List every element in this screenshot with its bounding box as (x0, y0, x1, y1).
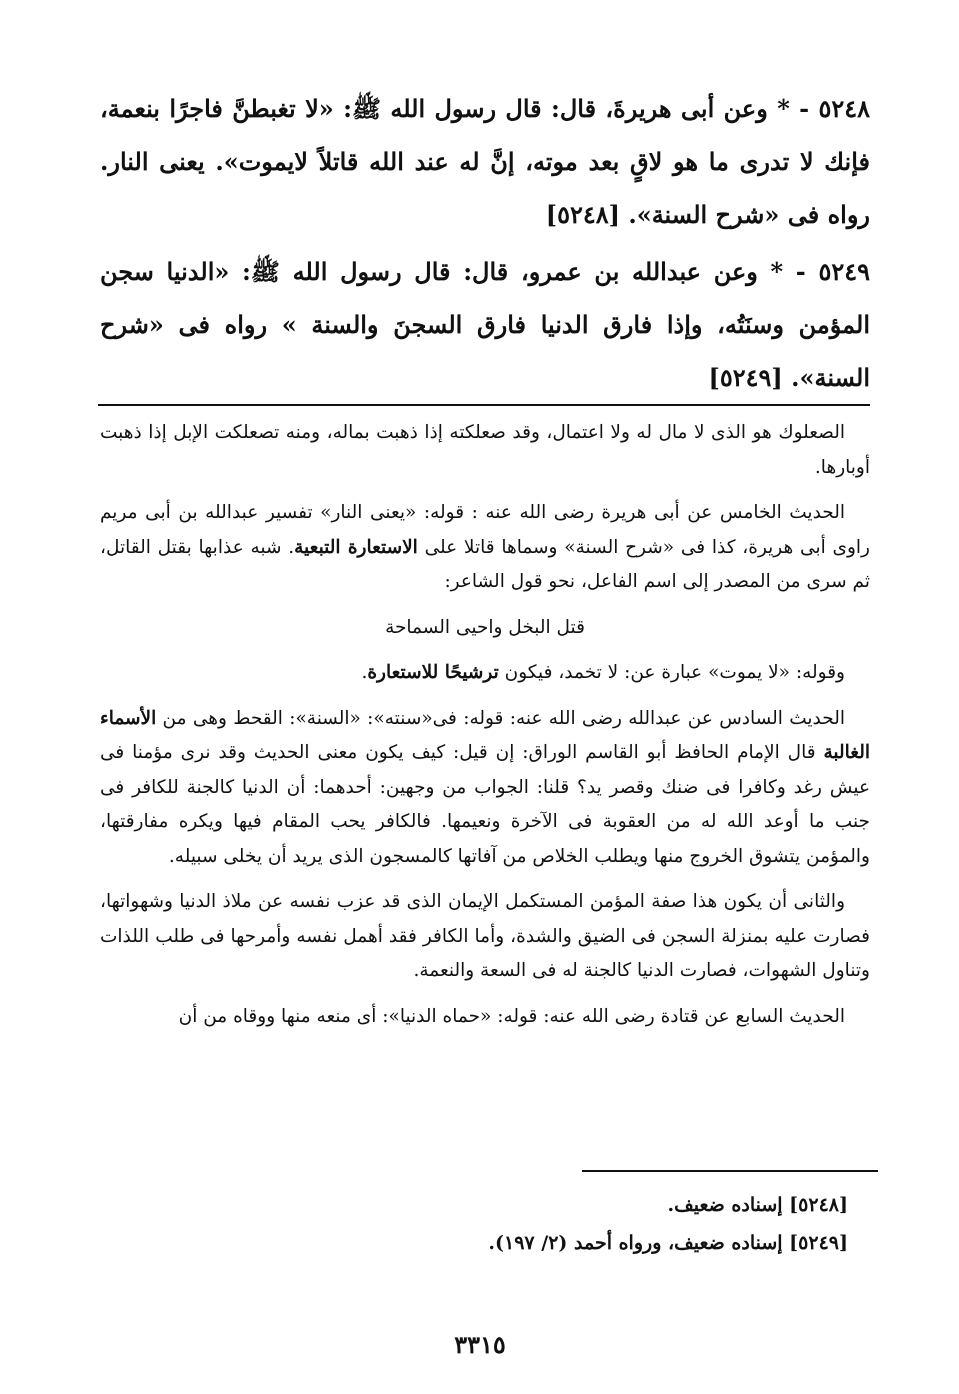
commentary-text: وقوله: «لا يموت» عبارة عن: لا تخمد، فيكون (504, 662, 845, 683)
footnote-divider (582, 1170, 878, 1172)
hadith-5249: ٥٢٤٩ - * وعن عبدالله بن عمرو، قال: قال رسول الله ﷺ: «الدنيا سجن المؤمن وسنَتُه، وإذا فارق الدنيا فارق السجنَ والسنة » رواه فى «شرح السنة». [٥٢٤٩] (100, 257, 871, 392)
commentary-text: الحديث السادس عن عبدالله رضى الله عنه: قوله: فى«سنته»: «السنة»: القحط وهى من (162, 707, 845, 729)
page-number: ٣٣١٥ (454, 1330, 506, 1359)
footnote-5249: [٥٢٤٩] إسناده ضعيف، ورواه أحمد (٢/ ١٩٧). (488, 1232, 848, 1254)
commentary-bold-term: الاستعارة التبعية (294, 536, 418, 558)
commentary-divider (98, 404, 870, 406)
commentary-text: . شبه عذابها بقتل القاتل، ثم سرى من المصدر إلى اسم الفاعل، نحو قول الشاعر: (100, 536, 870, 592)
commentary-text: الحديث الخامس عن أبى هريرة رضى الله عنه : قوله: «يعنى النار» تفسير عبدالله بن أبى مريم راوى أبى هريرة، كذا فى «شرح السنة» وسماها قاتلا على (100, 502, 870, 558)
hadith-5248: ٥٢٤٨ - * وعن أبى هريرةَ، قال: قال رسول الله ﷺ: «لا تغبطنَّ فاجرًا بنعمة، فإنك لا تدرى ما هو لاقٍ بعد موته، إنَّ له عند الله قاتلاً لايموت». يعنى النار. رواه فى «شرح السنة». [٥٢٤٨] (100, 94, 870, 229)
commentary-paragraph-1: الصعلوك هو الذى لا مال له ولا اعتمال، وقد صعلكته إذا ذهبت بماله، ومنه تصعلكت الإبل إذا ذهبت أوبارها. (100, 422, 870, 478)
commentary-text: قال الإمام الحافظ أبو القاسم الوراق: إن قيل: كيف يكون معنى الحديث وقد نرى مؤمنا فى عيش رغد وكافرا فى ضنك وقصر يد؟ قلنا: الجواب من وجهين: أحدهما: أن الدنيا كالجنة للكافر فى جنب ما أوعد الله له من العقوبة فى الآخرة ونعيمها. فالكافر يحب المقام فيها ويكره مفارقتها، والمؤمن يتشوق الخروج منها ويطلب الخلاص من آفاتها كالمسجون الذى يريد أن يخلى سبيله. (100, 742, 870, 867)
poetry-verse: قتل البخل واحيى السماحة (385, 616, 585, 638)
footnote-5248: [٥٢٤٨] إسناده ضعيف. (667, 1194, 848, 1216)
commentary-text: . (361, 662, 368, 683)
commentary-bold-term: ترشيحًا للاستعارة (367, 662, 499, 683)
commentary-paragraph-2 (100, 496, 870, 600)
commentary-paragraph-3 (100, 656, 870, 691)
commentary-paragraph-4 (100, 702, 870, 875)
commentary-bold-term: الأسماء الغالبة (100, 707, 870, 763)
commentary (100, 416, 870, 1045)
commentary-paragraph-6: الحديث السابع عن قتادة رضى الله عنه: قوله: «حماه الدنيا»: أى منعه منها ووقاه من أن (178, 1005, 845, 1027)
commentary-paragraph-5: والثانى أن يكون هذا صفة المؤمن المستكمل الإيمان الذى قد عزب نفسه عن ملاذ الدنيا وشهواتها، فصارت عليه بمنزلة السجن فى الضيق والشدة، وأما الكافر فقد أهمل نفسه وأمرحها فى طلب اللذات وتناول الشهوات، فصارت الدنيا كالجنة له فى السعة والنعمة. (100, 891, 870, 981)
